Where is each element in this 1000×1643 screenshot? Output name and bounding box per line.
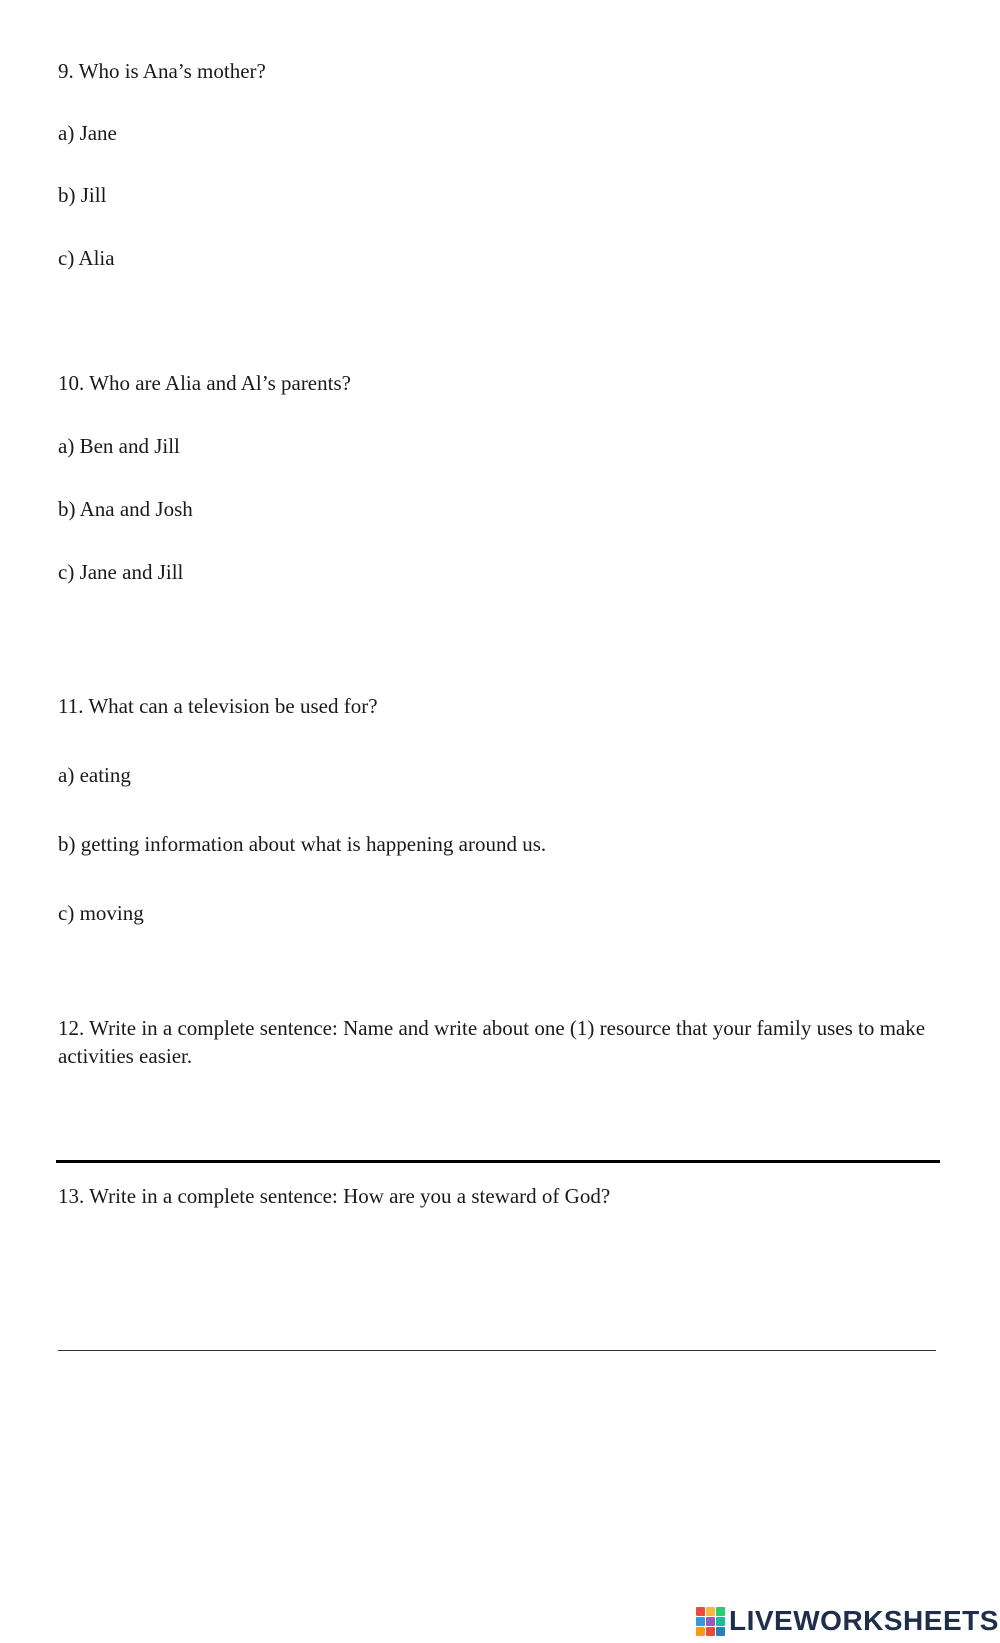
logo-tile — [696, 1617, 705, 1626]
question-9-option-a[interactable]: a) Jane — [58, 121, 117, 145]
logo-tile — [696, 1627, 705, 1636]
question-9-prompt: 9. Who is Ana’s mother? — [58, 59, 266, 83]
question-11-option-a[interactable]: a) eating — [58, 763, 131, 787]
logo-tile — [696, 1607, 705, 1616]
question-13-prompt: 13. Write in a complete sentence: How are you a steward of God? — [58, 1184, 611, 1208]
logo-mark-icon — [696, 1607, 725, 1636]
question-10-option-c[interactable]: c) Jane and Jill — [58, 560, 184, 584]
question-10-prompt: 10. Who are Alia and Al’s parents? — [58, 371, 351, 395]
liveworksheets-logo — [696, 1606, 999, 1636]
logo-tile — [716, 1607, 725, 1616]
question-11-option-b[interactable]: b) getting information about what is happening around us. — [58, 832, 547, 856]
question-9-option-b[interactable]: b) Jill — [58, 183, 107, 207]
question-11-prompt: 11. What can a television be used for? — [58, 694, 378, 718]
logo-wordmark: LIVEWORKSHEETS — [729, 1605, 999, 1636]
question-11-option-c[interactable]: c) moving — [58, 901, 144, 925]
question-12-prompt: 12. Write in a complete sentence: Name and write about one (1) resource that your family uses to make activities easier. — [58, 1016, 926, 1068]
logo-tile — [706, 1607, 715, 1616]
question-13-answer-line[interactable] — [58, 1350, 936, 1351]
logo-tile — [706, 1617, 715, 1626]
question-12-answer-line[interactable] — [56, 1160, 940, 1163]
logo-tile — [706, 1627, 715, 1636]
question-9-option-c[interactable]: c) Alia — [58, 246, 115, 270]
logo-tile — [716, 1627, 725, 1636]
question-10-option-a[interactable]: a) Ben and Jill — [58, 434, 180, 458]
logo-tile — [716, 1617, 725, 1626]
question-10-option-b[interactable]: b) Ana and Josh — [58, 497, 193, 521]
